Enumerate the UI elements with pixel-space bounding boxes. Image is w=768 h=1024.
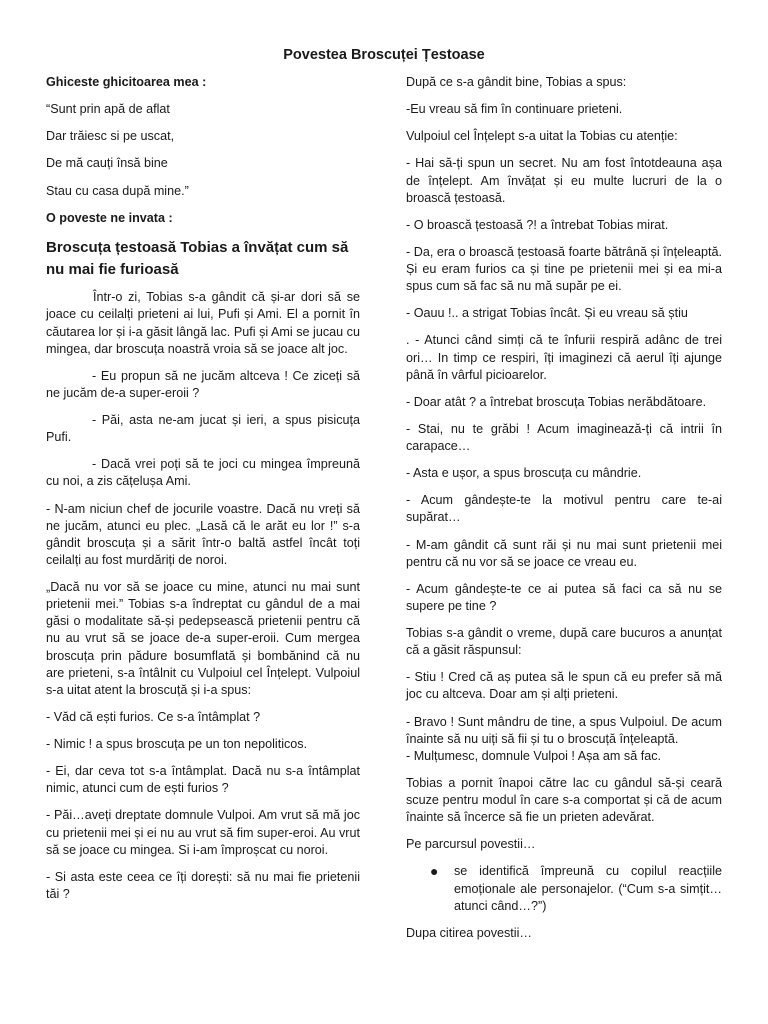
riddle-line: Stau cu casa după mine.” bbox=[46, 183, 189, 198]
bullet-dot-icon: ● bbox=[430, 863, 439, 880]
paragraph: - Oauu !.. a strigat Tobias încât. Și eu vreau să știu bbox=[406, 306, 688, 321]
section-label: O poveste ne invata : bbox=[46, 210, 173, 225]
riddle-line: De mă cauți însă bine bbox=[46, 156, 168, 171]
paragraph: - Acum gândește-te ce ai putea să faci ca să nu se supere pe tine ? bbox=[406, 581, 722, 613]
paragraph: - Nimic ! a spus broscuța pe un ton nepoliticos. bbox=[46, 737, 308, 751]
left-column bbox=[46, 74, 360, 913]
paragraph: Vulpoiul cel Înțelept s-a uitat la Tobias cu atenție: bbox=[406, 129, 678, 144]
paragraph: - Hai să-ți spun un secret. Nu am fost întotdeauna așa de înțelept. Am învățat și eu multe lucruri de la o broască țestoasă. bbox=[406, 156, 722, 205]
paragraph: - Doar atât ? a întrebat broscuța Tobias nerăbdătoare. bbox=[406, 394, 707, 409]
document-title: Povestea Broscuței Țestoase bbox=[283, 47, 485, 63]
paragraph: Dupa citirea povestii… bbox=[406, 925, 532, 940]
paragraph: Într-o zi, Tobias s-a gândit că și-ar dori să se joace cu ceilalți prieteni ai lui, Pufi și Ami. El a pornit în căutarea lor și i-a găsit lângă lac. Pufi și Ami se jucau cu mingea, dar broscuța noastră vroia să se joace alt joc. bbox=[46, 290, 360, 356]
right-column bbox=[406, 74, 722, 952]
paragraph: Tobias a pornit înapoi către lac cu gândul să-și ceară scuze pentru modul în care s-a comportat și că de acum înainte să încerce să fie un prieten adevărat. bbox=[406, 775, 722, 825]
paragraph: - M-am gândit că sunt răi și nu mai sunt prietenii mei pentru că nu vor să se joace ce vreau eu. bbox=[406, 537, 722, 569]
paragraph: - Eu propun să ne jucăm altceva ! Ce ziceți să ne jucăm de-a super-eroii ? bbox=[46, 368, 360, 400]
paragraph: . - Atunci când simți că te înfurii respiră adânc de trei ori… In timp ce respiri, îți imaginezi că aerul îți ajunge până în vârful picioarelor. bbox=[406, 333, 722, 382]
paragraph: - Ei, dar ceva tot s-a întâmplat. Dacă nu s-a întâmplat nimic, atunci cum de ești furios ? bbox=[46, 764, 360, 796]
story-heading: Broscuța țestoasă Tobias a învățat cum să nu mai fie furioasă bbox=[46, 238, 349, 278]
paragraph: - Acum gândește-te la motivul pentru care te-ai supărat… bbox=[406, 493, 722, 525]
bullet-text: se identifică împreună cu copilul reacțiile emoționale ale personajelor. (“Cum s-a simțit… atunci când…?”) bbox=[454, 864, 722, 913]
paragraph: - Bravo ! Sunt mândru de tine, a spus Vulpoiul. De acum înainte să nu uiți să fii și tu o broscuță înțeleaptă. - Mulțumesc, domnule Vulpoi ! Așa am să fac. bbox=[406, 714, 722, 763]
riddle-line: “Sunt prin apă de aflat bbox=[46, 102, 170, 117]
paragraph: - Si asta este ceea ce îți dorești: să nu mai fie prietenii tăi ? bbox=[46, 869, 360, 901]
paragraph: - Păi, asta ne-am jucat și ieri, a spus pisicuța Pufi. bbox=[46, 413, 360, 445]
paragraph: „Dacă nu vor să se joace cu mine, atunci nu mai sunt prietenii mei.” Tobias s-a îndreptat cu gândul de a mai găsi o modalitate să-și pedepsească prietenii pentru că nu au vrut să se joace de-a super-eroii. Cum mergea broscuța prin pădure bosumflată și bombănind că nu are prieteni, s-a întâlnit cu Vulpoiul cel Înțelept. Vulpoiul s-a uitat atent la broscuță și i-a spus: bbox=[46, 580, 360, 697]
section-label: Ghiceste ghicitoarea mea : bbox=[46, 75, 207, 89]
paragraph: - Stai, nu te grăbi ! Acum imaginează-ți că intrii în carapace… bbox=[406, 421, 722, 453]
paragraph: - Da, era o broască țestoasă foarte bătrână și înțeleaptă. Și eu eram furios ca și tine pe prietenii mei și ea mi-a spus cum să fac să nu mă supăr pe ei. bbox=[406, 244, 722, 294]
paragraph: - Văd că ești furios. Ce s-a întâmplat ? bbox=[46, 709, 261, 724]
paragraph: Pe parcursul povestii… bbox=[406, 837, 536, 852]
paragraph: Tobias s-a gândit o vreme, după care bucuros a anunțat că a găsit răspunsul: bbox=[406, 626, 722, 658]
bullet-item bbox=[406, 863, 722, 914]
riddle-line: Dar trăiesc si pe uscat, bbox=[46, 129, 175, 144]
paragraph: - Dacă vrei poți să te joci cu mingea împreună cu noi, a zis cățelușa Ami. bbox=[46, 457, 360, 489]
paragraph: - N-am niciun chef de jocurile voastre. Dacă nu vreți să ne jucăm, atunci eu plec. „Lasă că le arăt eu lor !” s-a gândit broscuța și a sărit într-o baltă astfel încât toți ceilalți au fost murdăriți de noroi. bbox=[46, 501, 360, 567]
paragraph: - Stiu ! Cred că aș putea să le spun că eu prefer să mă joc cu altceva. Doar am și alți prieteni. bbox=[406, 670, 722, 702]
paragraph: - O broască țestoasă ?! a întrebat Tobias mirat. bbox=[406, 217, 669, 232]
paragraph: - Asta e ușor, a spus broscuța cu mândrie. bbox=[406, 466, 642, 481]
paragraph: - Păi…aveți dreptate domnule Vulpoi. Am vrut să mă joc cu prietenii mei și ei nu au vrut să fim super-eroi. Au vrut să se joace cu mingea. Si i-am împroșcat cu noroi. bbox=[46, 808, 360, 857]
paragraph: După ce s-a gândit bine, Tobias a spus: bbox=[406, 75, 627, 89]
paragraph: -Eu vreau să fim în continuare prieteni. bbox=[406, 102, 623, 117]
